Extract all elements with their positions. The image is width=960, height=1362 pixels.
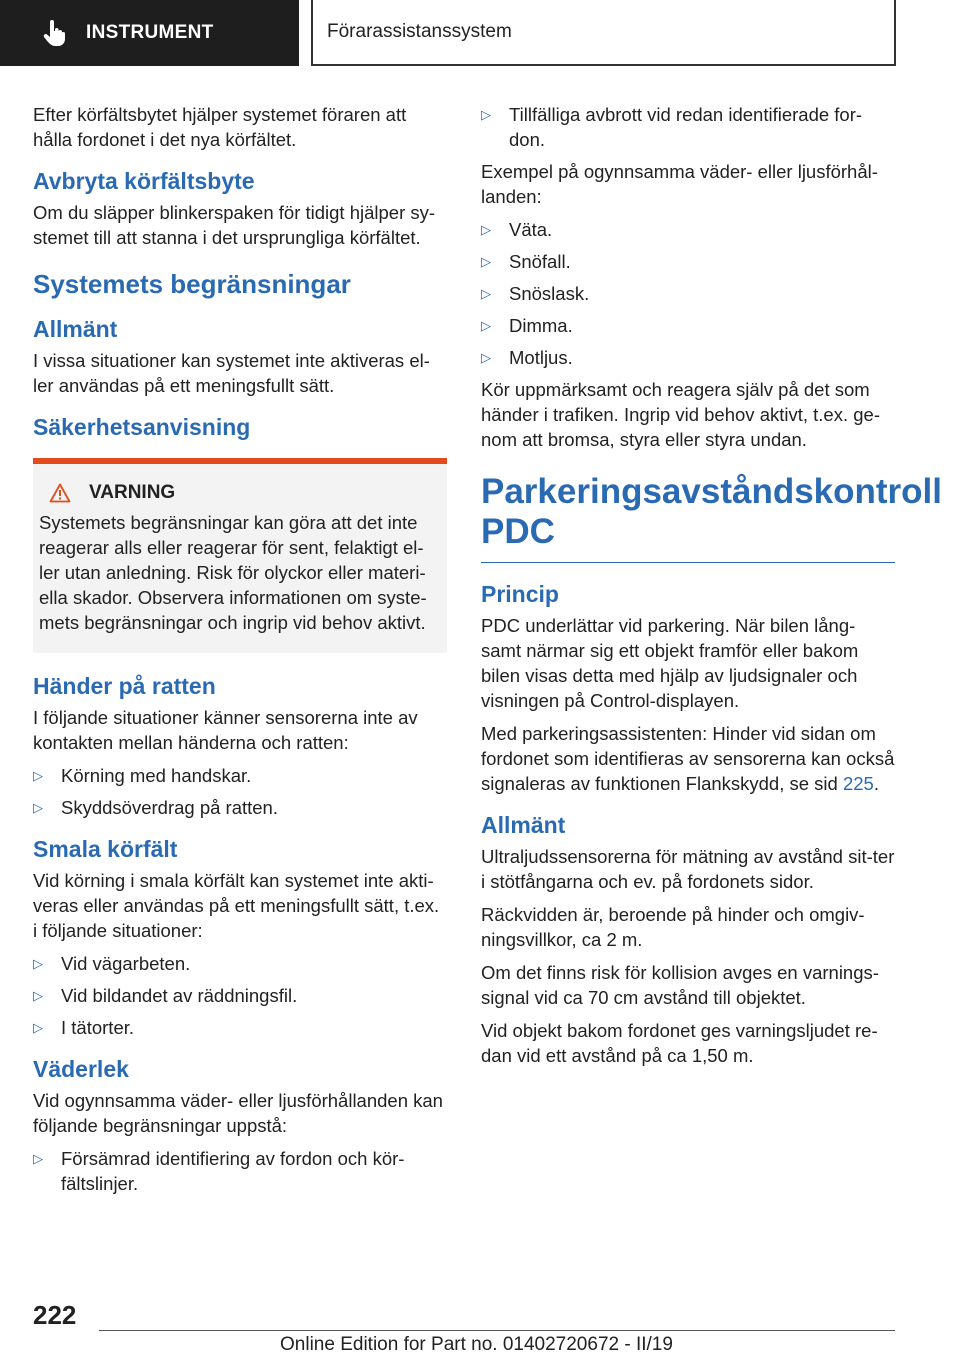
examples-paragraph: Exempel på ogynnsamma väder- eller ljusförhål-landen:: [481, 161, 878, 207]
weather-paragraph: Vid ogynnsamma väder- eller ljusförhållanden kan följande begränsningar uppstå:: [33, 1090, 443, 1136]
weather-list: [33, 1146, 447, 1196]
weather-list-continued: [481, 102, 895, 152]
edition-info: Online Edition for Part no. 01402720672 - II/19: [280, 1334, 673, 1355]
list-item: ▷ Snöslask.: [481, 283, 590, 304]
list-item: ▷ Vid bildandet av räddningsfil.: [33, 985, 298, 1006]
header-section-tab: [0, 0, 299, 66]
list-item: ▷ I tätorter.: [33, 1017, 135, 1038]
triangle-bullet-icon: ▷: [481, 254, 491, 269]
hand-pointer-icon: [42, 20, 66, 46]
pdc-general-heading: Allmänt: [481, 812, 566, 838]
triangle-bullet-icon: ▷: [481, 286, 491, 301]
chapter-label: Förarassistanssystem: [327, 21, 512, 42]
narrow-list: [33, 951, 447, 1040]
list-item: ▷ Försämrad identifiering av fordon och kör-fältslinjer.: [33, 1148, 405, 1194]
triangle-bullet-icon: ▷: [481, 318, 491, 333]
section-label: INSTRUMENT: [86, 22, 214, 43]
principle-paragraph: PDC underlättar vid parkering. När bilen lång-samt närmar sig ett objekt framför eller bakom bilen visas detta med hjälp av ljudsignaler och visningen på Control-displayen.: [481, 615, 859, 711]
triangle-bullet-icon: ▷: [33, 768, 43, 783]
triangle-bullet-icon: ▷: [33, 956, 43, 971]
list-item: ▷ Motljus.: [481, 347, 573, 368]
hands-paragraph: I följande situationer känner sensorerna inte av kontakten mellan händerna och ratten:: [33, 707, 418, 753]
pdc-general-paragraph-4: Vid objekt bakom fordonet ges varningsljudet re-dan vid ett avstånd på ca 1,50 m.: [481, 1020, 878, 1066]
list-item: ▷ Vid vägarbeten.: [33, 953, 191, 974]
hands-heading: Händer på ratten: [33, 673, 216, 699]
cancel-heading: Avbryta körfältsbyte: [33, 168, 255, 194]
triangle-bullet-icon: ▷: [33, 988, 43, 1003]
list-item: ▷ Snöfall.: [481, 251, 571, 272]
list-item: ▷ Körning med handskar.: [33, 765, 252, 786]
principle-heading: Princip: [481, 581, 559, 607]
triangle-bullet-icon: ▷: [33, 1151, 43, 1166]
examples-list: [481, 217, 895, 370]
narrow-heading: Smala körfält: [33, 836, 178, 862]
triangle-bullet-icon: ▷: [481, 107, 491, 122]
triangle-bullet-icon: ▷: [33, 800, 43, 815]
pdc-general-paragraph-3: Om det finns risk för kollision avges en varnings-signal vid ca 70 cm avstånd till objektet.: [481, 962, 879, 1008]
general-heading: Allmänt: [33, 316, 118, 342]
triangle-bullet-icon: ▷: [481, 222, 491, 237]
attention-paragraph: Kör uppmärksamt och reagera själv på det som händer i trafiken. Ingrip vid behov aktivt, t.ex. ge-nom att bromsa, styra eller styra undan.: [481, 379, 880, 450]
pdc-general-paragraph-1: Ultraljudssensorerna för mätning av avstånd sit-ter i stötfångarna och ev. på fordonets sidor.: [481, 846, 895, 892]
limits-heading: Systemets begränsningar: [33, 269, 351, 299]
chapter-divider: [481, 562, 895, 563]
warning-label: VARNING: [89, 482, 176, 503]
page-reference-link[interactable]: 225: [842, 773, 874, 794]
chapter-heading: Parkeringsavståndskontroll PDC: [481, 472, 942, 551]
warning-triangle-icon: [49, 483, 71, 503]
general-paragraph: I vissa situationer kan systemet inte aktiveras el-ler användas på ett meningsfullt sätt.: [33, 350, 430, 396]
warning-text: Systemets begränsningar kan göra att det inte reagerar alls eller reagerar för sent, felaktigt el-ler utan anledning. Risk för olyckor eller materi-ella skador. Observera informationen om syste-mets begränsningar och ingrip vid behov aktivt.: [39, 512, 427, 633]
triangle-bullet-icon: ▷: [481, 350, 491, 365]
cancel-paragraph: Om du släpper blinkerspaken för tidigt hjälper sy-stemet till att stanna i det ursprungliga körfältet.: [33, 202, 436, 248]
footer-divider: [99, 1330, 895, 1331]
pdc-general-paragraph-2: Räckvidden är, beroende på hinder och omgiv-ningsvillkor, ca 2 m.: [481, 904, 865, 950]
warning-title: [39, 482, 439, 504]
safety-heading: Säkerhetsanvisning: [33, 414, 251, 440]
warning-box: [33, 458, 447, 653]
header-chapter-tab: [311, 0, 896, 66]
page-number: 222: [33, 1300, 77, 1330]
assist-paragraph: Med parkeringsassistenten: Hinder vid sidan om fordonet som identifieras av sensorerna kan också signaleras av funktionen Flankskydd, se sid 225.: [481, 723, 895, 794]
list-item: ▷ Tillfälliga avbrott vid redan identifierade for-don.: [481, 104, 863, 150]
list-item: ▷ Skyddsöverdrag på ratten.: [33, 797, 278, 818]
hands-list: [33, 763, 447, 820]
list-item: ▷ Dimma.: [481, 315, 573, 336]
intro-paragraph: Efter körfältsbytet hjälper systemet föraren att hålla fordonet i det nya körfältet.: [33, 104, 407, 150]
triangle-bullet-icon: ▷: [33, 1020, 43, 1035]
right-column: [481, 102, 942, 1076]
list-item: ▷ Väta.: [481, 219, 553, 240]
weather-heading: Väderlek: [33, 1056, 129, 1082]
narrow-paragraph: Vid körning i smala körfält kan systemet inte akti-veras eller användas på ett meningsfullt sätt, t.ex. i följande situationer:: [33, 870, 440, 941]
left-column: [33, 102, 447, 1203]
